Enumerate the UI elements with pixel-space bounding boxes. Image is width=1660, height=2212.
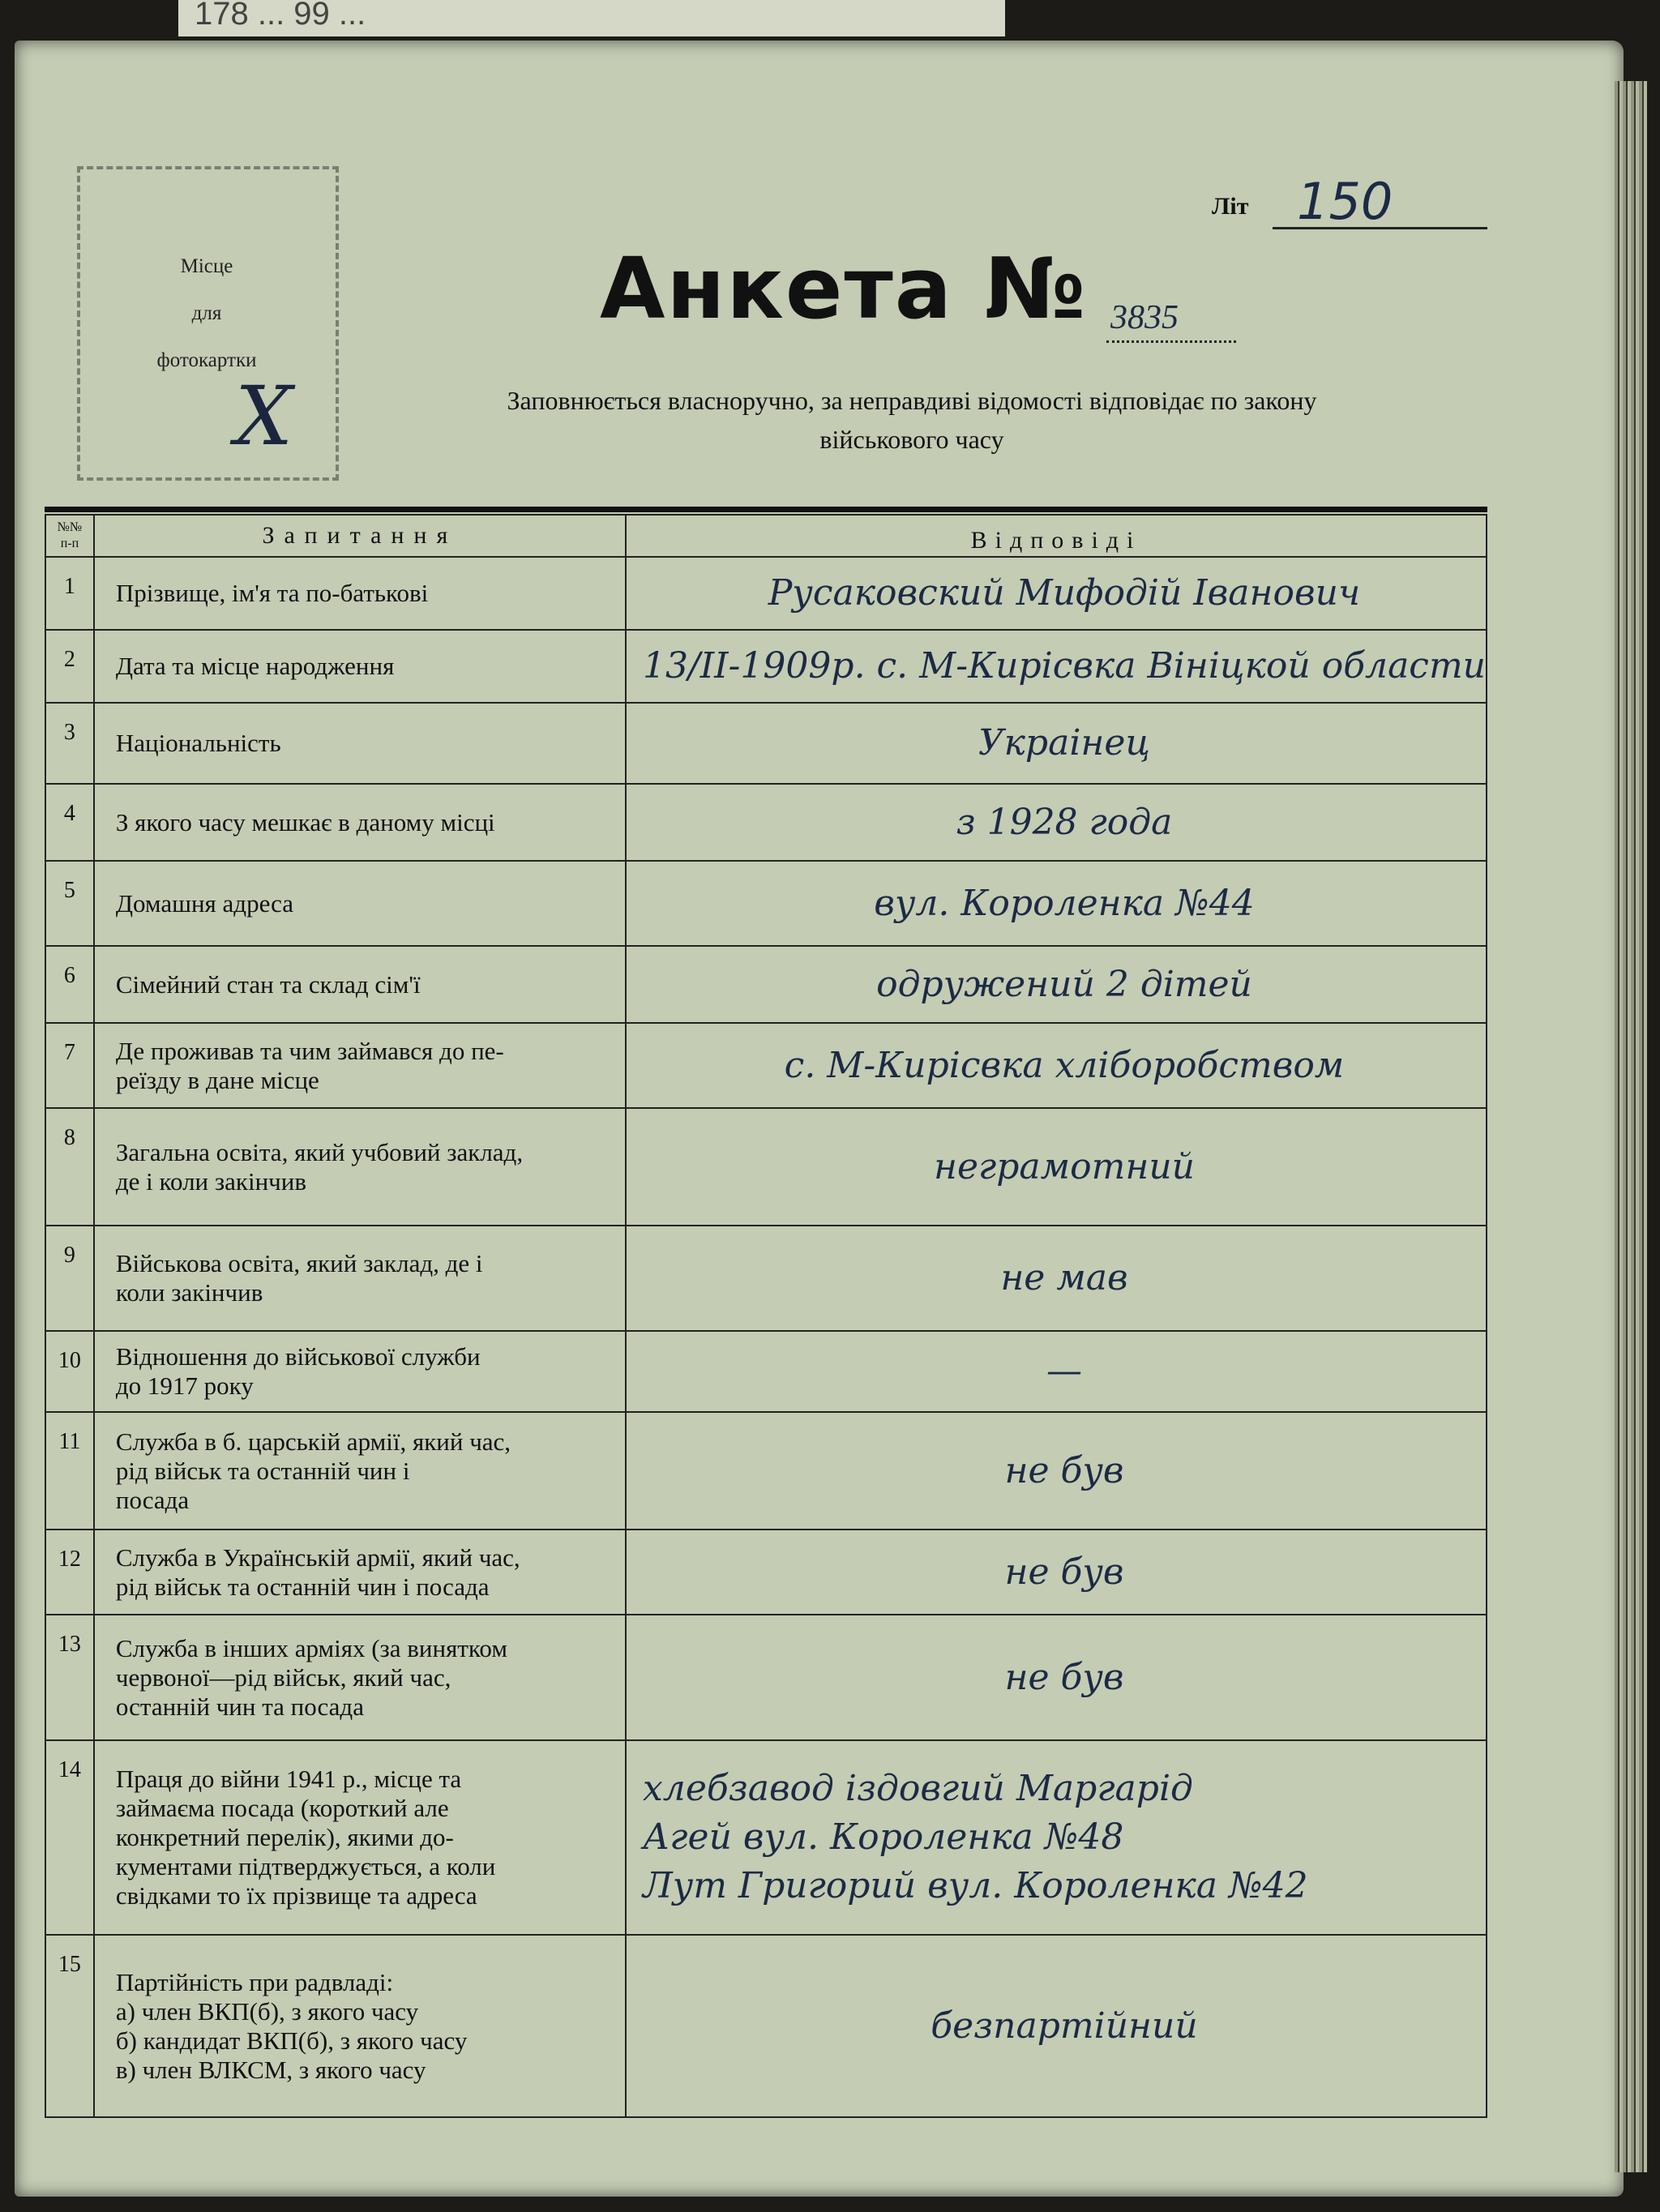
question-cell <box>94 1023 626 1108</box>
form-number-line <box>1106 340 1236 343</box>
question-line: рід військ та останній чин і посада <box>115 1572 490 1601</box>
handwritten-answer: Украінец <box>978 722 1151 764</box>
table-header-row <box>45 515 1487 557</box>
question-cell <box>94 630 626 703</box>
table-row <box>45 784 1487 861</box>
form-number: 3835 <box>1110 299 1179 336</box>
row-number: 15 <box>45 1935 94 2117</box>
question-line: червоної—рід військ, який час, <box>115 1662 451 1692</box>
question-line: а) член ВКП(б), з якого часу <box>115 1996 419 2026</box>
question-cell <box>94 1412 626 1530</box>
question-cell <box>94 1615 626 1740</box>
answer-cell <box>626 1226 1487 1331</box>
answer-cell <box>626 1530 1487 1615</box>
table-row <box>45 946 1487 1023</box>
question-line: Партійність при радвладі: <box>115 1967 394 1996</box>
question-cell <box>94 946 626 1023</box>
question-line: Праця до війни 1941 р., місце та <box>115 1765 462 1793</box>
handwritten-answer: — <box>1046 1350 1082 1392</box>
answer-cell <box>626 1615 1487 1740</box>
previous-page-strip: 178 ... 99 ... <box>178 0 1005 36</box>
question-cell <box>94 1226 626 1331</box>
sheet-number-line <box>1273 227 1487 229</box>
table-row <box>45 703 1487 784</box>
handwritten-answer: 13/II-1909р. с. М-Кирісвка Вініцкой области <box>642 645 1486 687</box>
question-line: З якого часу мешкає в даному місці <box>115 807 495 836</box>
table-row <box>45 1331 1487 1412</box>
handwritten-answer: одружений 2 дітей <box>876 963 1252 1005</box>
sheet-number-value: 150 <box>1297 172 1393 231</box>
photo-label-line: для <box>191 302 222 324</box>
table-row <box>45 1935 1487 2117</box>
question-line: реїзду в дане місце <box>115 1065 319 1094</box>
header-rule <box>45 507 1487 512</box>
table-row <box>45 1530 1487 1615</box>
header-number-line: №№ <box>57 520 83 534</box>
handwritten-answer: неграмотний <box>933 1145 1195 1187</box>
question-cell <box>94 703 626 784</box>
handwritten-answer: не був <box>1004 1551 1124 1593</box>
answer-cell <box>626 861 1487 946</box>
row-number: 11 <box>45 1412 94 1530</box>
question-line: Прізвище, ім'я та по-батькові <box>115 579 429 607</box>
question-line: конкретний перелік), якими до- <box>115 1823 454 1851</box>
question-line: рід військ та останній чин і <box>115 1456 410 1485</box>
question-line: займаєма посада (короткий але <box>115 1794 449 1822</box>
table-row <box>45 1412 1487 1530</box>
row-number: 12 <box>45 1530 94 1615</box>
question-line: до 1917 року <box>115 1371 254 1400</box>
question-line: Сімейний стан та склад сім'ї <box>115 969 421 999</box>
answer-cell <box>626 703 1487 784</box>
row-number: 2 <box>45 630 94 703</box>
row-number: 4 <box>45 784 94 861</box>
handwritten-answer: з 1928 года <box>956 801 1173 843</box>
question-line: Де проживав та чим займався до пе- <box>115 1036 504 1065</box>
answer-cell <box>626 557 1487 630</box>
header-question: Запитання <box>94 515 626 557</box>
table-row <box>45 557 1487 630</box>
answer-cell <box>626 1740 1487 1935</box>
table-row <box>45 1615 1487 1740</box>
question-cell <box>94 1530 626 1615</box>
row-number: 10 <box>45 1331 94 1412</box>
question-line: де і коли закінчив <box>115 1166 306 1196</box>
row-number: 13 <box>45 1615 94 1740</box>
question-cell <box>94 1740 626 1935</box>
question-line: кументами підтверджується, а коли <box>115 1852 496 1880</box>
handwritten-answer: Русаковский Мифодій Іванович <box>768 572 1361 614</box>
question-line: останній чин та посада <box>115 1692 364 1721</box>
handwritten-answer: Лут Григорий вул. Короленка №42 <box>642 1865 1308 1906</box>
question-cell <box>94 557 626 630</box>
row-number: 7 <box>45 1023 94 1108</box>
sheet-number-label: Літ <box>1212 193 1249 220</box>
answer-cell <box>626 784 1487 861</box>
question-line: посада <box>115 1485 190 1514</box>
table-row <box>45 1740 1487 1935</box>
photo-label-line: фотокартки <box>156 349 257 371</box>
handwritten-answer: не був <box>1004 1656 1124 1698</box>
question-cell <box>94 1935 626 2117</box>
row-number: 1 <box>45 557 94 630</box>
question-line: Національність <box>115 729 281 757</box>
header-number <box>45 515 94 557</box>
question-line: Домашня адреса <box>115 888 294 918</box>
table-row <box>45 861 1487 946</box>
questionnaire-table <box>45 514 1487 2118</box>
handwritten-answer: не мав <box>1000 1257 1128 1299</box>
row-number: 14 <box>45 1740 94 1935</box>
answer-cell <box>626 1023 1487 1108</box>
header-answer: Відповіді <box>626 515 1487 557</box>
question-line: Служба в б. царській армії, який час, <box>115 1427 511 1456</box>
answer-cell <box>626 1935 1487 2117</box>
question-line: коли закінчив <box>115 1278 263 1307</box>
handwritten-answer: Агей вул. Короленка №48 <box>642 1816 1124 1858</box>
handwritten-answer: безпартійний <box>931 2004 1198 2047</box>
question-cell <box>94 1331 626 1412</box>
handwritten-answer: с. М-Кирісвка хліборобством <box>784 1044 1345 1086</box>
table-row <box>45 1023 1487 1108</box>
table-row <box>45 1226 1487 1331</box>
question-line: Військова освіта, який заклад, де і <box>115 1249 483 1277</box>
table-row <box>45 1108 1487 1226</box>
form-title: Анкета № <box>600 239 1088 338</box>
question-line: Служба в інших арміях (за винятком <box>115 1633 507 1662</box>
row-number: 9 <box>45 1226 94 1331</box>
question-line: в) член ВЛКСМ, з якого часу <box>115 2055 426 2084</box>
row-number: 3 <box>45 703 94 784</box>
question-line: Дата та місце народження <box>115 652 395 680</box>
page-stack-edge <box>1615 81 1647 2172</box>
row-number: 8 <box>45 1108 94 1226</box>
question-cell <box>94 784 626 861</box>
question-line: б) кандидат ВКП(б), з якого часу <box>115 2026 468 2055</box>
table-row <box>45 630 1487 703</box>
question-line: Служба в Українській армії, який час, <box>115 1542 520 1572</box>
row-number: 6 <box>45 946 94 1023</box>
header-number-line: п-п <box>60 537 79 550</box>
handwritten-answer: не був <box>1004 1449 1124 1491</box>
question-line: свідками то їх прізвище та адреса <box>115 1881 477 1910</box>
question-cell <box>94 1108 626 1226</box>
handwritten-answer: вул. Короленка №44 <box>874 882 1255 924</box>
answer-cell <box>626 630 1487 703</box>
instruction-line: військового часу <box>819 425 1004 454</box>
form-instruction <box>365 381 1459 459</box>
answer-cell <box>626 1412 1487 1530</box>
photo-handwritten-mark: X <box>235 369 293 464</box>
answer-cell <box>626 946 1487 1023</box>
question-line: Відношення до військової служби <box>115 1342 481 1371</box>
row-number: 5 <box>45 861 94 946</box>
handwritten-answer: хлебзавод іздовгий Маргарід <box>642 1768 1193 1809</box>
instruction-line: Заповнюється власноручно, за неправдиві відомості відповідає по закону <box>507 386 1317 415</box>
answer-cell <box>626 1331 1487 1412</box>
photo-placeholder-label <box>105 243 308 384</box>
photo-label-line: Місце <box>180 255 233 277</box>
question-line: Загальна освіта, який учбовий заклад, <box>115 1137 524 1166</box>
question-cell <box>94 861 626 946</box>
answer-cell <box>626 1108 1487 1226</box>
